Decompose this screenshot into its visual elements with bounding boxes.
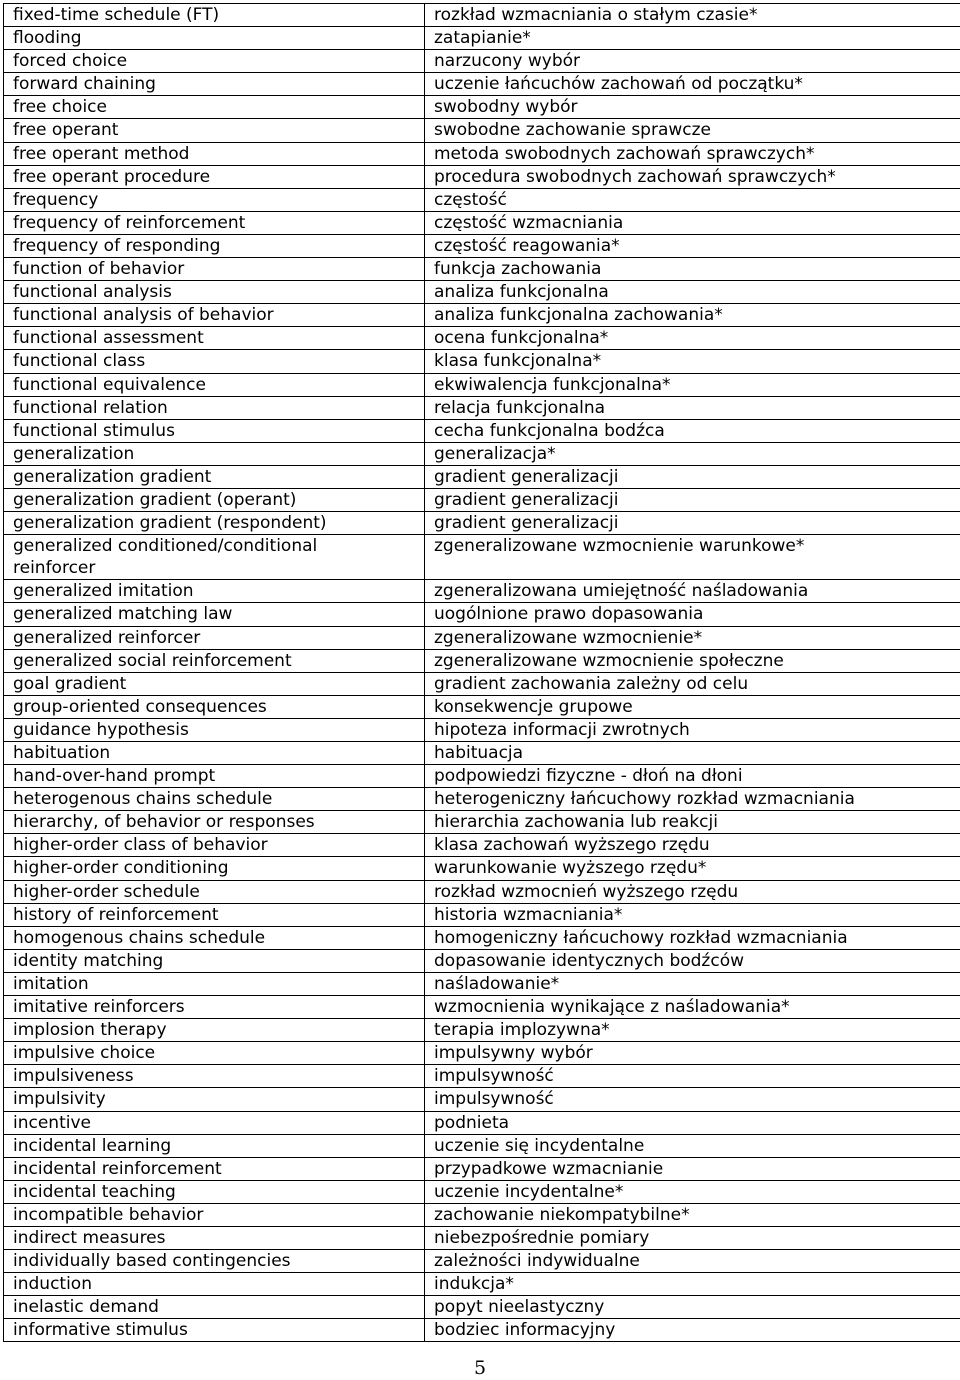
term-polish: cecha funkcjonalna bodźca (425, 419, 960, 442)
table-row (4, 1042, 960, 1065)
term-polish: relacja funkcjonalna (425, 396, 960, 419)
term-english: impulsive choice (4, 1042, 425, 1065)
term-polish: bodziec informacyjny (425, 1319, 960, 1342)
term-polish: wzmocnienia wynikające z naśladowania* (425, 996, 960, 1019)
term-polish: gradient zachowania zależny od celu (425, 672, 960, 695)
table-row (4, 996, 960, 1019)
term-english: impulsiveness (4, 1065, 425, 1088)
term-english: frequency (4, 188, 425, 211)
term-polish: częstość wzmacniania (425, 211, 960, 234)
table-row (4, 304, 960, 327)
table-row (4, 1019, 960, 1042)
term-english: habituation (4, 742, 425, 765)
term-english: functional class (4, 350, 425, 373)
term-polish: gradient generalizacji (425, 465, 960, 488)
glossary-body (4, 4, 960, 1342)
table-row (4, 4, 960, 27)
table-row (4, 1203, 960, 1226)
term-polish: naśladowanie* (425, 972, 960, 995)
term-english: function of behavior (4, 258, 425, 281)
term-polish: swobodne zachowanie sprawcze (425, 119, 960, 142)
table-row (4, 903, 960, 926)
term-english: forward chaining (4, 73, 425, 96)
term-english: incidental teaching (4, 1180, 425, 1203)
term-english: guidance hypothesis (4, 718, 425, 741)
term-english: free operant method (4, 142, 425, 165)
term-english: generalized matching law (4, 603, 425, 626)
term-polish: ekwiwalencja funkcjonalna* (425, 373, 960, 396)
term-english: functional equivalence (4, 373, 425, 396)
term-english: incentive (4, 1111, 425, 1134)
term-polish: warunkowanie wyższego rzędu* (425, 857, 960, 880)
table-row (4, 672, 960, 695)
table-row (4, 1157, 960, 1180)
term-polish: zgeneralizowane wzmocnienie* (425, 626, 960, 649)
term-english: functional assessment (4, 327, 425, 350)
term-polish: częstość (425, 188, 960, 211)
table-row (4, 580, 960, 603)
table-row (4, 1226, 960, 1249)
term-polish: impulsywność (425, 1088, 960, 1111)
term-english: incidental reinforcement (4, 1157, 425, 1180)
table-row (4, 350, 960, 373)
term-english: free operant procedure (4, 165, 425, 188)
table-row (4, 50, 960, 73)
term-polish: niebezpośrednie pomiary (425, 1226, 960, 1249)
term-polish: uczenie łańcuchów zachowań od początku* (425, 73, 960, 96)
table-row (4, 949, 960, 972)
term-polish: heterogeniczny łańcuchowy rozkład wzmacniania (425, 788, 960, 811)
term-polish: procedura swobodnych zachowań sprawczych* (425, 165, 960, 188)
table-row (4, 788, 960, 811)
term-english: incidental learning (4, 1134, 425, 1157)
term-english: generalization gradient (operant) (4, 488, 425, 511)
term-polish: analiza funkcjonalna (425, 281, 960, 304)
term-english: higher-order schedule (4, 880, 425, 903)
term-polish: indukcja* (425, 1273, 960, 1296)
table-row (4, 972, 960, 995)
term-polish: przypadkowe wzmacnianie (425, 1157, 960, 1180)
term-polish: impulsywność (425, 1065, 960, 1088)
term-english: group-oriented consequences (4, 695, 425, 718)
table-row (4, 626, 960, 649)
term-polish: uogólnione prawo dopasowania (425, 603, 960, 626)
table-row (4, 396, 960, 419)
term-polish: ocena funkcjonalna* (425, 327, 960, 350)
term-english: generalization gradient (respondent) (4, 512, 425, 535)
term-english: free operant (4, 119, 425, 142)
table-row (4, 465, 960, 488)
table-row (4, 373, 960, 396)
term-english: homogenous chains schedule (4, 926, 425, 949)
table-row (4, 96, 960, 119)
term-english: generalized reinforcer (4, 626, 425, 649)
term-polish: swobodny wybór (425, 96, 960, 119)
term-polish: dopasowanie identycznych bodźców (425, 949, 960, 972)
term-english: fixed-time schedule (FT) (4, 4, 425, 27)
term-polish: zatapianie* (425, 27, 960, 50)
term-english: frequency of reinforcement (4, 211, 425, 234)
table-row (4, 419, 960, 442)
term-polish: hierarchia zachowania lub reakcji (425, 811, 960, 834)
term-polish: gradient generalizacji (425, 512, 960, 535)
term-english: higher-order class of behavior (4, 834, 425, 857)
term-polish: historia wzmacniania* (425, 903, 960, 926)
table-row (4, 880, 960, 903)
term-polish: klasa funkcjonalna* (425, 350, 960, 373)
term-polish: uczenie incydentalne* (425, 1180, 960, 1203)
term-polish: habituacja (425, 742, 960, 765)
term-english: imitation (4, 972, 425, 995)
table-row (4, 27, 960, 50)
term-polish: uczenie się incydentalne (425, 1134, 960, 1157)
table-row (4, 234, 960, 257)
term-polish: metoda swobodnych zachowań sprawczych* (425, 142, 960, 165)
term-english: hierarchy, of behavior or responses (4, 811, 425, 834)
term-english: frequency of responding (4, 234, 425, 257)
term-english: generalization (4, 442, 425, 465)
term-polish: zachowanie niekompatybilne* (425, 1203, 960, 1226)
table-row (4, 442, 960, 465)
table-row (4, 258, 960, 281)
term-english: heterogenous chains schedule (4, 788, 425, 811)
term-polish: zależności indywidualne (425, 1250, 960, 1273)
table-row (4, 695, 960, 718)
term-polish: generalizacja* (425, 442, 960, 465)
term-polish: klasa zachowań wyższego rzędu (425, 834, 960, 857)
term-english: functional analysis of behavior (4, 304, 425, 327)
term-polish: narzucony wybór (425, 50, 960, 73)
term-english: functional stimulus (4, 419, 425, 442)
term-english: functional relation (4, 396, 425, 419)
term-english: individually based contingencies (4, 1250, 425, 1273)
term-polish: rozkład wzmacniania o stałym czasie* (425, 4, 960, 27)
table-row (4, 1296, 960, 1319)
table-row (4, 1134, 960, 1157)
table-row (4, 165, 960, 188)
table-row (4, 188, 960, 211)
term-polish: konsekwencje grupowe (425, 695, 960, 718)
term-polish: rozkład wzmocnień wyższego rzędu (425, 880, 960, 903)
term-english: generalized imitation (4, 580, 425, 603)
term-polish: zgeneralizowana umiejętność naśladowania (425, 580, 960, 603)
table-row (4, 211, 960, 234)
table-row (4, 1319, 960, 1342)
term-english: free choice (4, 96, 425, 119)
term-english: induction (4, 1273, 425, 1296)
table-row (4, 742, 960, 765)
table-row (4, 1065, 960, 1088)
term-polish: homogeniczny łańcuchowy rozkład wzmacniania (425, 926, 960, 949)
table-row (4, 1180, 960, 1203)
term-english: hand-over-hand prompt (4, 765, 425, 788)
term-polish: hipoteza informacji zwrotnych (425, 718, 960, 741)
table-row (4, 926, 960, 949)
term-polish: częstość reagowania* (425, 234, 960, 257)
table-row (4, 765, 960, 788)
table-row (4, 1250, 960, 1273)
glossary-table (3, 3, 960, 1342)
term-english: higher-order conditioning (4, 857, 425, 880)
term-polish: podpowiedzi fizyczne - dłoń na dłoni (425, 765, 960, 788)
table-row (4, 857, 960, 880)
term-polish: funkcja zachowania (425, 258, 960, 281)
term-english: imitative reinforcers (4, 996, 425, 1019)
term-english: history of reinforcement (4, 903, 425, 926)
term-polish: zgeneralizowane wzmocnienie społeczne (425, 649, 960, 672)
term-polish: impulsywny wybór (425, 1042, 960, 1065)
term-english: functional analysis (4, 281, 425, 304)
table-row (4, 142, 960, 165)
table-row (4, 488, 960, 511)
term-english: flooding (4, 27, 425, 50)
term-polish: popyt nieelastyczny (425, 1296, 960, 1319)
term-english: informative stimulus (4, 1319, 425, 1342)
term-english: incompatible behavior (4, 1203, 425, 1226)
table-row (4, 649, 960, 672)
page-number: 5 (473, 1357, 487, 1379)
table-row (4, 535, 960, 580)
table-row (4, 73, 960, 96)
term-english: goal gradient (4, 672, 425, 695)
term-english: implosion therapy (4, 1019, 425, 1042)
table-row (4, 603, 960, 626)
term-polish: analiza funkcjonalna zachowania* (425, 304, 960, 327)
table-row (4, 811, 960, 834)
table-row (4, 327, 960, 350)
table-row (4, 718, 960, 741)
term-polish: zgeneralizowane wzmocnienie warunkowe* (425, 535, 960, 580)
table-row (4, 1111, 960, 1134)
table-row (4, 1273, 960, 1296)
term-polish: terapia implozywna* (425, 1019, 960, 1042)
table-row (4, 1088, 960, 1111)
term-english: generalization gradient (4, 465, 425, 488)
term-english: impulsivity (4, 1088, 425, 1111)
term-english: generalized social reinforcement (4, 649, 425, 672)
table-row (4, 834, 960, 857)
term-english: forced choice (4, 50, 425, 73)
term-english: generalized conditioned/conditional reinforcer (4, 535, 425, 580)
term-english: indirect measures (4, 1226, 425, 1249)
term-polish: podnieta (425, 1111, 960, 1134)
term-english: identity matching (4, 949, 425, 972)
table-row (4, 281, 960, 304)
table-row (4, 119, 960, 142)
table-row (4, 512, 960, 535)
term-english: inelastic demand (4, 1296, 425, 1319)
term-polish: gradient generalizacji (425, 488, 960, 511)
